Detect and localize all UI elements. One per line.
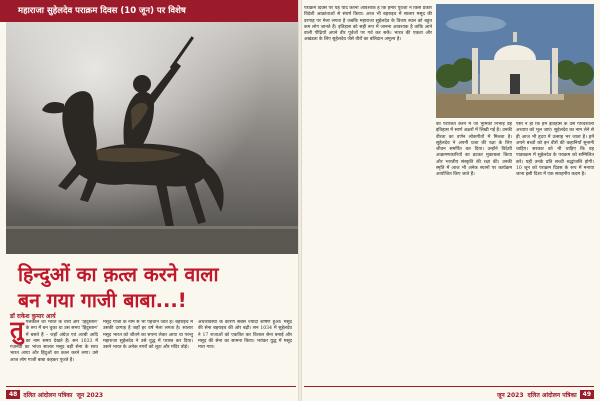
footer-rule-left (6, 386, 296, 387)
section-header-band (0, 0, 298, 22)
footer-right (497, 388, 594, 401)
page-number-left: 48 (6, 390, 20, 399)
article-column-4: पराक्रम दिवस पर यह याद करना आवश्यक है कि हमारे पूर्वजों ने किस प्रकार विदेशी आक्रांताओं से संघर्ष किया। आज भी बहराइच में सालार मसूद की दरगाह पर मेला लगता है जबकि महाराजा सुहेलदेव के विजय स्थल को बहुत कम लोग जानते हैं। इतिहास को सही रूप में जानना आवश्यक है ताकि आने वाली पीढ़ियाँ अपने वीर पूर्वजों पर गर्व कर सकें। भारत की एकता और अखंडता के लिए सुहेलदेव जैसे वीरों का बलिदान अमूल्य है। (304, 6, 432, 43)
statue-photo (6, 22, 298, 254)
footer-left (6, 388, 103, 401)
article-column-5: को पराजित करने में जो भूमिका निभाई वह इतिहास में स्वर्ण अक्षरों में लिखी गई है। उनकी वीरता का वर्णन लोकगीतों में मिलता है। सुहेलदेव ने अपनी प्रजा की रक्षा के लिए जीवन समर्पित कर दिया। उन्होंने विदेशी आक्रमणकारियों का डटकर मुकाबला किया और भारतीय संस्कृति की रक्षा की। उनकी स्मृति में आज भी अनेक स्थानों पर कार्यक्रम आयोजित किए जाते हैं। (436, 122, 512, 178)
article-column-3: अर्थव्यवस्था के कारण सबसे ज्यादा शोषण हुआ। मसूद की सेना बहराइच की ओर बढ़ी। सन 1034 में सुहेलदेव ने 17 राजाओं को एकत्रित कर विशाल सेना बनाई और मसूद की सेना का सामना किया। भयंकर युद्ध में मसूद मारा गया। (198, 320, 292, 351)
section-header-text: महाराजा सुहेलदेव पराक्रम दिवस (10 जून) पर विशेष (18, 6, 186, 16)
magazine-name-right: दलित आंदोलन पत्रिका (527, 391, 577, 399)
article-title (18, 262, 294, 314)
article-column-6: ऐसा न हो कि हम इतिहास के उस गौरवशाली अध्याय को भूल जाएं। सुहेलदेव का नाम लेने से ही आज भी हृदय में उत्साह भर जाता है। हमें अपने बच्चों को इन वीरों की कहानियाँ सुनानी चाहिए। सरकार को भी चाहिए कि वह पाठ्यक्रम में सुहेलदेव के पराक्रम को सम्मिलित करे। यही उनके प्रति सच्ची श्रद्धांजलि होगी। 10 जून को पराक्रम दिवस के रूप में मनाया जाना इसी दिशा में एक सराहनीय कदम है। (516, 122, 594, 178)
footer-rule-right (304, 386, 594, 387)
issue-date-left: जून 2023 (76, 391, 104, 399)
article-title-line-2: बन गया गाजी बाबा...! (18, 289, 187, 312)
drop-cap: तु (10, 320, 24, 344)
page-number-right: 49 (580, 390, 594, 399)
article-column-2: मसूद गाजी के नाम से भी पहचाने जाते हैं। बहराइच में उसकी दरगाह है जहाँ हर वर्ष मेला लगता है। सालार मसूद भारत को जीतने का सपना लेकर आया था परन्तु महाराजा सुहेलदेव ने उसे युद्ध में परास्त कर दिया। उसने भारत के अनेक नगरों को लूटा और मंदिर तोड़े। (103, 320, 193, 351)
article-column-1 (10, 320, 98, 384)
issue-date-right: जून 2023 (496, 391, 524, 399)
article-column-1-text: गलकाल जो भारत के चारो ओर 'हिंदुस्तान' के रूप में बन चुका था उस समय 'हिंदुस्तान' में बसते हैं – जहाँ अंग्रेज़ एवं अरबी आदि का नाम समय देखते हैं। सन 1033 में गज़नवी का भांजा सालार मसूद बड़ी सेना के साथ भारत आया और हिंदुओं का कत्ल करने लगा। उसे आज लोग गाजी बाबा कहकर पूजते हैं। (10, 320, 98, 363)
article-title-line-1: हिन्दुओं का क़त्ल करने वाला (18, 263, 219, 286)
monument-photo (436, 4, 594, 118)
author-byline: डॉ राकेश कुमार आर्य (10, 313, 56, 320)
magazine-name-left: दलित आंदोलन पत्रिका (23, 391, 73, 399)
page-gutter (298, 0, 302, 401)
